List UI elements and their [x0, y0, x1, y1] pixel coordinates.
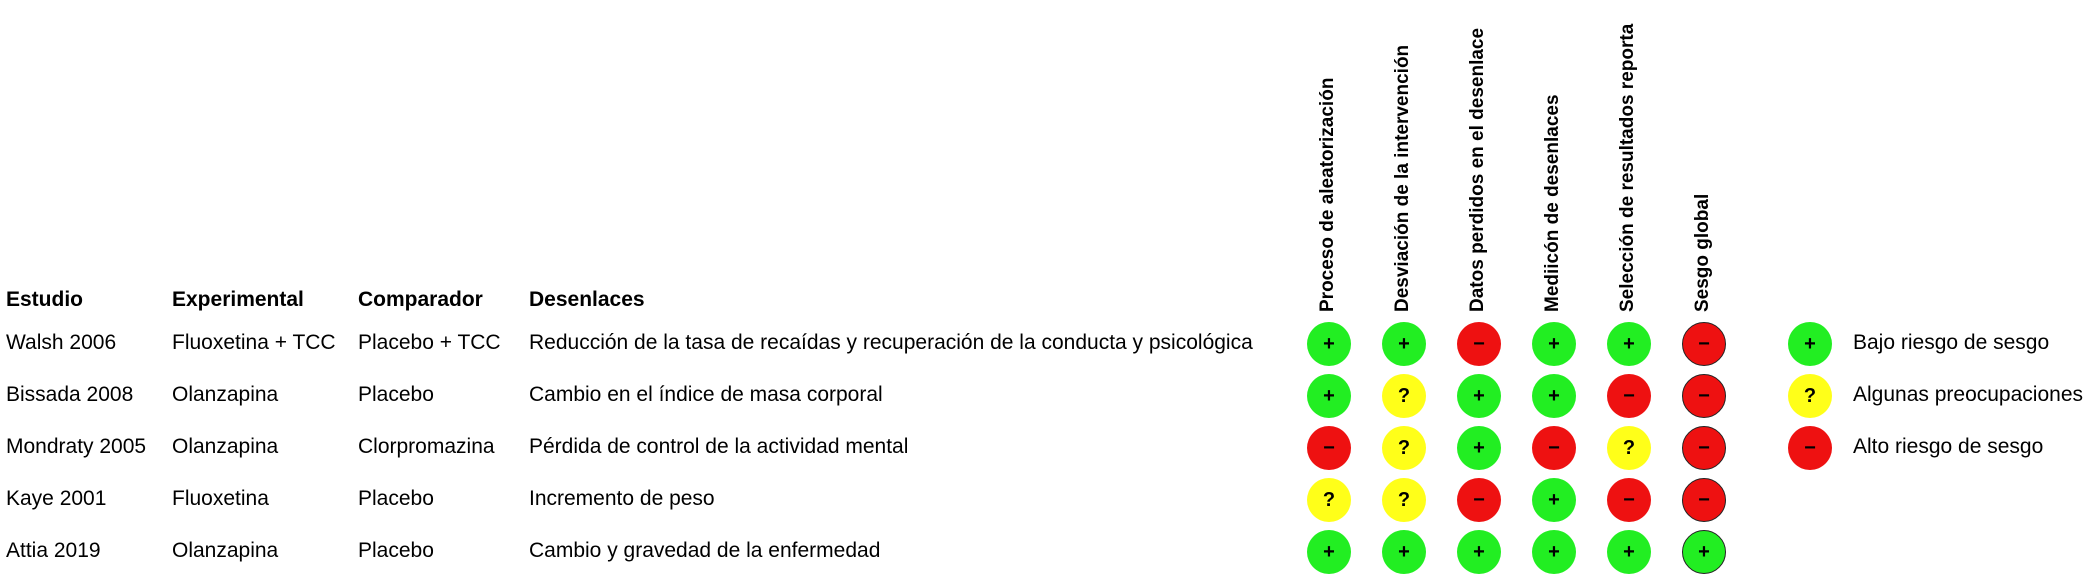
comparator-cell: Placebo — [358, 539, 434, 562]
legend-label: Algunas preocupaciones — [1853, 383, 2083, 406]
risk-some-icon: ? — [1382, 426, 1426, 470]
comparator-cell: Placebo — [358, 383, 434, 406]
study-cell: Bissada 2008 — [6, 383, 134, 406]
study-cell: Walsh 2006 — [6, 331, 117, 354]
risk-high-icon: − — [1682, 374, 1726, 418]
risk-some-icon: ? — [1382, 374, 1426, 418]
risk-low-icon: + — [1307, 322, 1351, 366]
legend-some-icon: ? — [1788, 374, 1832, 418]
risk-low-icon: + — [1307, 374, 1351, 418]
risk-low-icon: + — [1457, 530, 1501, 574]
risk-low-icon: + — [1307, 530, 1351, 574]
risk-high-icon: − — [1532, 426, 1576, 470]
risk-high-icon: − — [1682, 426, 1726, 470]
outcome-cell: Reducción de la tasa de recaídas y recuperación de la conducta y psicológica — [529, 331, 1253, 354]
header-outcomes: Desenlaces — [529, 288, 645, 311]
outcome-cell: Pérdida de control de la actividad mental — [529, 435, 909, 458]
risk-high-icon: − — [1457, 478, 1501, 522]
legend-label: Alto riesgo de sesgo — [1853, 435, 2044, 458]
risk-low-icon: + — [1457, 426, 1501, 470]
header-study: Estudio — [6, 288, 83, 311]
risk-high-icon: − — [1682, 322, 1726, 366]
risk-low-icon: + — [1532, 322, 1576, 366]
experimental-cell: Olanzapina — [172, 539, 279, 562]
risk-high-icon: − — [1682, 478, 1726, 522]
risk-low-icon: + — [1532, 478, 1576, 522]
domain-header-1: Proceso de aleatorización — [1317, 77, 1338, 312]
risk-low-icon: + — [1682, 530, 1726, 574]
legend-label: Bajo riesgo de sesgo — [1853, 331, 2050, 354]
risk-low-icon: + — [1532, 374, 1576, 418]
risk-some-icon: ? — [1307, 478, 1351, 522]
legend-low-icon: + — [1788, 322, 1832, 366]
header-comparator: Comparador — [358, 288, 483, 311]
experimental-cell: Fluoxetina — [172, 487, 269, 510]
domain-header-5: Selección de resultados reporta — [1617, 23, 1638, 312]
domain-header-4: Mediicón de desenlaces — [1542, 94, 1563, 312]
risk-low-icon: + — [1382, 530, 1426, 574]
outcome-cell: Cambio y gravedad de la enfermedad — [529, 539, 881, 562]
risk-high-icon: − — [1607, 374, 1651, 418]
study-cell: Mondraty 2005 — [6, 435, 147, 458]
risk-low-icon: + — [1382, 322, 1426, 366]
risk-low-icon: + — [1607, 322, 1651, 366]
experimental-cell: Fluoxetina + TCC — [172, 331, 336, 354]
comparator-cell: Clorpromazina — [358, 435, 495, 458]
study-cell: Kaye 2001 — [6, 487, 107, 510]
domain-header-6: Sesgo global — [1692, 193, 1713, 312]
experimental-cell: Olanzapina — [172, 383, 279, 406]
comparator-cell: Placebo — [358, 487, 434, 510]
domain-header-2: Desviación de la intervención — [1392, 44, 1413, 312]
comparator-cell: Placebo + TCC — [358, 331, 501, 354]
risk-high-icon: − — [1457, 322, 1501, 366]
outcome-cell: Cambio en el índice de masa corporal — [529, 383, 883, 406]
risk-low-icon: + — [1607, 530, 1651, 574]
domain-header-3: Datos perdidos en el desenlace — [1467, 27, 1488, 312]
risk-high-icon: − — [1607, 478, 1651, 522]
risk-low-icon: + — [1532, 530, 1576, 574]
risk-some-icon: ? — [1382, 478, 1426, 522]
header-experimental: Experimental — [172, 288, 304, 311]
experimental-cell: Olanzapina — [172, 435, 279, 458]
risk-low-icon: + — [1457, 374, 1501, 418]
study-cell: Attia 2019 — [6, 539, 101, 562]
risk-high-icon: − — [1307, 426, 1351, 470]
risk-some-icon: ? — [1607, 426, 1651, 470]
legend-high-icon: − — [1788, 426, 1832, 470]
outcome-cell: Incremento de peso — [529, 487, 715, 510]
